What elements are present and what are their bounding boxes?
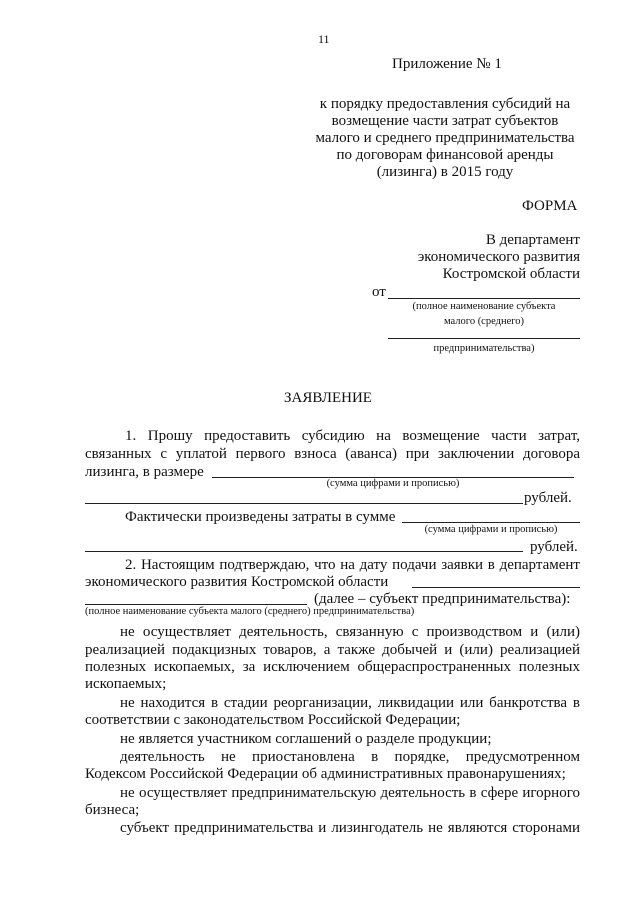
from-hint: (полное наименование субъекта	[412, 301, 556, 312]
para2-line: 2. Настоящим подтверждаю, что на дату подачи заявки в департамент	[125, 557, 580, 573]
rubles-label: рублей.	[524, 490, 572, 506]
para1-line: связанных с уплатой первого взноса (аванса) при заключении договора	[85, 446, 580, 462]
condition-line: полезных ископаемых, за исключением общераспространенных полезных	[85, 659, 580, 675]
appendix-line: по договорам финансовой аренды	[336, 147, 554, 163]
addressee-line: В департамент	[485, 232, 580, 248]
para2-line: экономического развития Костромской области	[85, 574, 389, 590]
form-label: ФОРМА	[522, 198, 578, 214]
para1-line: 1. Прошу предоставить субсидию на возмещение части затрат,	[125, 428, 580, 444]
condition-line: деятельность не приостановлена в порядке, предусмотренном	[120, 749, 580, 765]
condition-line: не является участником соглашений о разделе продукции;	[120, 731, 492, 747]
para1-line: лизинга, в размере	[85, 464, 204, 480]
subsidy-amount-hint: (сумма цифрами и прописью)	[326, 478, 460, 489]
from-hint: предпринимательства)	[433, 343, 535, 354]
para2-line: (далее – субъект предпринимательства):	[314, 591, 571, 607]
actual-costs-hint: (сумма цифрами и прописью)	[424, 524, 558, 535]
addressee-line: Костромской области	[442, 266, 580, 282]
appendix-line: возмещение части затрат субъектов	[331, 113, 559, 129]
addressee-line: экономического развития	[417, 249, 580, 265]
page-number: 11	[318, 32, 330, 46]
from-field-line-2[interactable]	[388, 338, 580, 339]
actual-costs-line: Фактически произведены затраты в сумме	[125, 509, 396, 525]
condition-line: не находится в стадии реорганизации, ликвидации или банкротства в	[120, 695, 580, 711]
appendix-line: (лизинга) в 2015 году	[376, 164, 514, 180]
from-field-line[interactable]	[388, 298, 580, 299]
actual-costs-field[interactable]	[402, 522, 580, 523]
appendix-title: Приложение № 1	[392, 56, 502, 72]
condition-line: субъект предпринимательства и лизингодатель не являются сторонами	[120, 820, 580, 836]
appendix-line: малого и среднего предпринимательства	[315, 130, 575, 146]
rubles-label: рублей.	[530, 539, 578, 555]
condition-line: реализацией подакцизных товаров, а также добычей и (или) реализацией	[85, 642, 580, 658]
condition-line: ископаемых;	[85, 676, 167, 692]
condition-line: Кодексом Российской Федерации об административных правонарушениях;	[85, 766, 566, 782]
condition-line: бизнеса;	[85, 802, 140, 818]
subsidy-amount-field-2[interactable]	[85, 503, 523, 504]
condition-line: соответствии с законодательством Российской Федерации;	[85, 712, 461, 728]
condition-line: не осуществляет деятельность, связанную с производством и (или)	[120, 624, 580, 640]
actual-costs-field-2[interactable]	[85, 551, 523, 552]
subject-name-field-2[interactable]	[85, 604, 307, 605]
condition-line: не осуществляет предпринимательскую деятельность в сфере игорного	[120, 785, 580, 801]
subject-name-hint: (полное наименование субъекта малого (среднего) предпринимательства)	[85, 606, 415, 617]
appendix-line: к порядку предоставления субсидий на	[319, 96, 571, 112]
subject-name-field[interactable]	[412, 587, 580, 588]
from-prefix: от	[372, 284, 386, 300]
from-hint: малого (среднего)	[443, 316, 525, 327]
statement-title: ЗАЯВЛЕНИЕ	[284, 390, 372, 406]
